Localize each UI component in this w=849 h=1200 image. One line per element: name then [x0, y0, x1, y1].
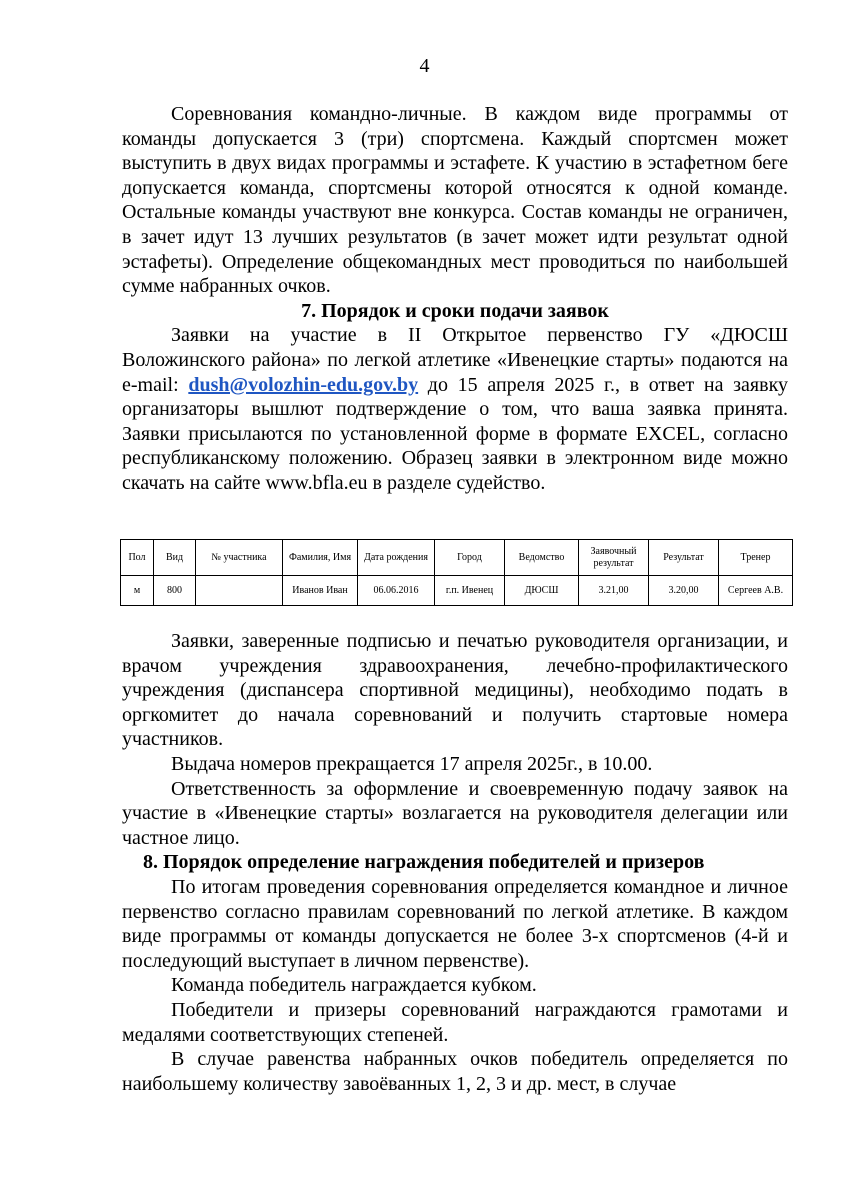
section-8-heading: 8. Порядок определение награждения победителей и призеров: [143, 851, 705, 874]
table-cell: м: [121, 576, 154, 606]
table-cell: Сергеев А.В.: [719, 576, 793, 606]
table-row: [121, 576, 793, 606]
intro-paragraph: Соревнования командно-личные. В каждом виде программы от команды допускается 3 (три) спортсмена. Каждый спортсмен может выступить в двух видах программы и эстафете. К участию в эстафетном беге допускается команда, спортсмены которой относятся к одной команде. Остальные команды участвуют вне конкурса. Состав команды не ограничен, в зачет идут 13 лучших результатов (в зачет может идти результат одной эстафеты). Определение общекомандных мест проводиться по наибольшей сумме набранных очков.: [122, 103, 788, 298]
page-number: 4: [419, 55, 430, 77]
table-cell: г.п. Ивенец: [435, 576, 505, 606]
table-cell: 06.06.2016: [358, 576, 435, 606]
table-cell: 3.20,00: [649, 576, 719, 606]
table-header-row: [121, 540, 793, 576]
section-8-paragraph-4: В случае равенства набранных очков победитель определяется по наибольшему количеству завоёванных 1, 2, 3 и др. мест, в случае: [122, 1048, 788, 1095]
section-8-paragraph-1: По итогам проведения соревнования определяется командное и личное первенство согласно правилам соревнований по легкой атлетике. В каждом виде программы от команды допускается не более 3-х спортсменов (4-й и последующий выступает в личном первенстве).: [122, 875, 788, 972]
table-cell: [196, 576, 283, 606]
section-7-paragraph-1: [122, 323, 788, 495]
column-header: Заявочный результат: [579, 540, 649, 576]
application-table-wrap: [120, 539, 792, 606]
column-header: Тренер: [719, 540, 793, 576]
section-7-paragraph-1-after: до 15 апреля 2025 г., в ответ на заявку организаторы вышлют подтверждение о том, что ваша заявка принята. Заявки присылаются по установленной форме в формате EXCEL, согласно республиканскому положению. Образец заявки в электронном виде можно скачать на сайте www.bfla.eu в разделе судейство.: [122, 373, 789, 494]
column-header: Город: [435, 540, 505, 576]
column-header: Вид: [154, 540, 196, 576]
column-header: Пол: [121, 540, 154, 576]
section-8-block: [122, 629, 788, 1096]
table-cell: ДЮСШ: [505, 576, 579, 606]
column-header: Результат: [649, 540, 719, 576]
column-header: № участника: [196, 540, 283, 576]
application-table: [120, 539, 793, 606]
section-7-heading: 7. Порядок и сроки подачи заявок: [301, 299, 609, 322]
email-link[interactable]: dush@volozhin-edu.gov.by: [188, 373, 419, 396]
table-cell: Иванов Иван: [283, 576, 358, 606]
section-7-paragraph-2: Заявки, заверенные подписью и печатью руководителя организации, и врачом учреждения здравоохранения, лечебно-профилактического учреждения (диспансера спортивной медицины), необходимо подать в оргкомитет до начала соревнований и получить стартовые номера участников.: [122, 630, 788, 751]
section-7-paragraph-1-before: Заявки на участие в II Открытое первенство ГУ «ДЮСШ Воложинского района» по легкой атлетике «Ивенецкие старты» подаются на e-mail:: [122, 324, 788, 396]
column-header: Фамилия, Имя: [283, 540, 358, 576]
section-7-paragraph-3: Выдача номеров прекращается 17 апреля 2025г., в 10.00.: [171, 752, 653, 775]
column-header: Дата рождения: [358, 540, 435, 576]
section-7-block: [122, 102, 788, 496]
table-cell: 3.21,00: [579, 576, 649, 606]
column-header: Ведомство: [505, 540, 579, 576]
section-8-paragraph-3: Победители и призеры соревнований награждаются грамотами и медалями соответствующих степеней.: [122, 998, 788, 1046]
table-cell: 800: [154, 576, 196, 606]
section-8-paragraph-2: Команда победитель награждается кубком.: [171, 974, 537, 997]
section-7-paragraph-4: Ответственность за оформление и своевременную подачу заявок на участие в «Ивенецкие старты» возлагается на руководителя делегации или частное лицо.: [122, 777, 788, 849]
